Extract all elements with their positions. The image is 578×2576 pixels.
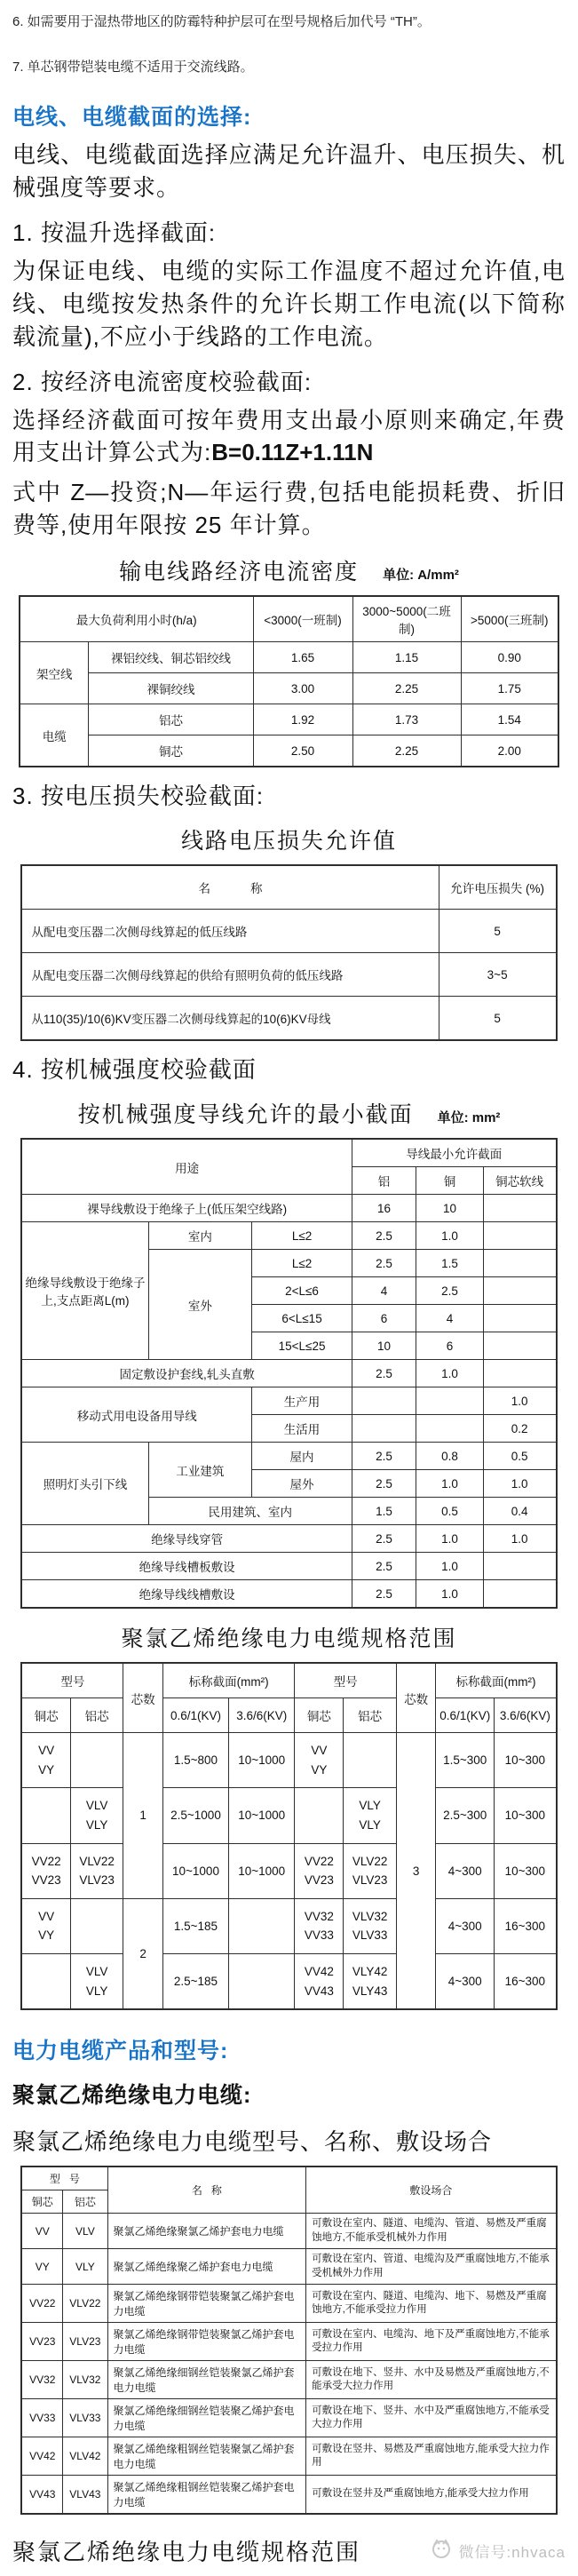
model-line: VV33 [304, 1928, 334, 1943]
header-cell: >5000(三班制) [461, 596, 558, 642]
value-cell: 1.0 [483, 1387, 556, 1415]
table-row [20, 704, 558, 735]
cell-empty [483, 1305, 556, 1332]
model-line: VV22 [31, 1854, 61, 1868]
value-cell: 1.5~185 [162, 1898, 228, 1953]
model-line: VLV22 [79, 1854, 115, 1868]
value-cell: 0.4 [483, 1498, 556, 1525]
cell-empty [352, 1387, 416, 1415]
model-line: VV [38, 1909, 55, 1923]
mechanical-strength-table [20, 1138, 557, 1609]
model-cell [21, 1843, 70, 1898]
model-line: VLV22 [352, 1854, 388, 1868]
value-cell: 10~1000 [229, 1788, 295, 1843]
value-cell: 1.0 [416, 1580, 483, 1609]
row-label-cell: 裸铜绞线 [89, 673, 253, 704]
note-7: 7. 单芯钢带铠装电缆不适用于交流线路。 [12, 60, 254, 75]
cable-name-cell: 聚氯乙烯绝缘细钢丝铠装聚乙烯护套电力电缆 [107, 2399, 306, 2437]
cell-empty [70, 1733, 123, 1788]
model-cell [344, 1953, 396, 2009]
item3-heading: 3. 按电压损失校验截面: [12, 783, 265, 810]
model-line: VLY [359, 1799, 381, 1813]
header-cell: 0.6/1(KV) [162, 1698, 228, 1733]
row-group-cell: 移动式用电设备用导线 [21, 1387, 251, 1443]
condition-cell: 6<L≤15 [252, 1305, 352, 1332]
value-cell: 2.25 [352, 735, 461, 767]
value-cell: 10~300 [495, 1843, 557, 1898]
model-line: VV32 [304, 1909, 334, 1923]
economic-density-table-unit: 单位: A/mm² [383, 568, 459, 584]
section-heading-products: 电力电缆产品和型号: [12, 2039, 229, 2064]
value-cell: 5 [439, 910, 557, 953]
page-footer [12, 2534, 566, 2567]
model-cell [70, 1788, 123, 1843]
value-cell: 1.5~300 [436, 1733, 495, 1788]
model-line: VLY [85, 1984, 108, 1998]
value-cell: 0.5 [483, 1443, 556, 1470]
condition-cell: 屋外 [252, 1470, 352, 1498]
value-cell: 4~300 [436, 1953, 495, 2009]
value-cell: 1.0 [416, 1553, 483, 1580]
cell-empty [483, 1553, 556, 1580]
row-label-cell: 从配电变压器二次侧母线算起的低压线路 [21, 910, 439, 953]
row-group-cell: 照明灯头引下线 [21, 1443, 148, 1525]
model-line: VLV [85, 1964, 108, 1978]
model-cell: VLV43 [63, 2476, 107, 2515]
cell-empty [344, 1733, 396, 1788]
annual-cost-formula: B=0.11Z+1.11N [211, 439, 374, 466]
table-row [20, 673, 558, 704]
laying-place-cell: 可敷设在室内、隧道、电缆沟、地下、易燃及严重腐蚀地方,不能承受拉力作用 [306, 2285, 557, 2323]
value-cell: 1.0 [483, 1470, 556, 1498]
value-cell: 4~300 [436, 1843, 495, 1898]
value-cell: 2.5~1000 [162, 1788, 228, 1843]
header-cell: 芯数 [396, 1663, 436, 1733]
condition-cell: 2<L≤6 [252, 1277, 352, 1305]
header-cell: 铜芯 [21, 2190, 62, 2214]
model-cell: VLV33 [63, 2399, 107, 2437]
cell-empty [416, 1387, 483, 1415]
table-row [21, 2399, 556, 2437]
cable-name-cell: 聚氯乙烯绝缘粗钢丝铠装聚乙烯护套电力电缆 [107, 2476, 306, 2515]
table-row [21, 2323, 556, 2361]
model-cell: VLY [63, 2249, 107, 2285]
item4-heading: 4. 按机械强度校验截面 [12, 1056, 257, 1084]
model-line: VLY43 [352, 1984, 388, 1998]
model-cell [70, 1953, 123, 2009]
model-line: VV23 [31, 1873, 61, 1888]
footer-heading: 聚氯乙烯绝缘电力电缆规格范围 [12, 2539, 361, 2566]
model-line: VV23 [304, 1873, 334, 1888]
model-line: VV [38, 1744, 55, 1758]
condition-cell: 屋内 [252, 1443, 352, 1470]
table-row [21, 1580, 556, 1609]
header-cell: 最大负荷利用小时(h/a) [20, 596, 253, 642]
model-line: VLV23 [352, 1873, 388, 1888]
value-cell: 2.5~185 [162, 1953, 228, 2009]
value-cell: 1.92 [253, 704, 352, 735]
value-cell: 10~300 [495, 1788, 557, 1843]
value-cell: 0.8 [416, 1443, 483, 1470]
cable-name-cell: 聚氯乙烯绝缘粗钢丝铠装聚氯乙烯护套电力电缆 [107, 2437, 306, 2476]
table-row [21, 1733, 556, 1788]
table-row [21, 1898, 556, 1953]
model-cell: VV23 [21, 2323, 62, 2361]
header-cell: 标称截面(mm²) [436, 1663, 557, 1698]
value-cell: 0.90 [461, 642, 558, 673]
value-cell: 10~1000 [162, 1843, 228, 1898]
table-row [21, 2249, 556, 2285]
model-cell: VV22 [21, 2285, 62, 2323]
cable-name-cell: 聚氯乙烯绝缘聚氯乙烯护套电力电缆 [107, 2214, 306, 2249]
table-row [21, 1443, 556, 1470]
value-cell: 2.5 [416, 1277, 483, 1305]
value-cell: 4 [352, 1277, 416, 1305]
model-line: VY [38, 1762, 55, 1777]
header-cell: 允许电压损失 (%) [439, 865, 557, 910]
header-cell: 3.6/6(KV) [495, 1698, 557, 1733]
header-cell: 用途 [21, 1139, 352, 1195]
cell-empty [352, 1415, 416, 1443]
laying-place-cell: 可敷设在地下、竖井、水中及易燃及严重腐蚀地方,不能承受大拉力作用 [306, 2361, 557, 2399]
value-cell: 2.5 [352, 1222, 416, 1250]
section-heading-pvc: 聚氯乙烯绝缘电力电缆: [12, 2083, 252, 2109]
table-row [21, 910, 556, 953]
table-row [21, 953, 556, 997]
header-cell: 3000~5000(二班制) [352, 596, 461, 642]
model-line: VV22 [304, 1854, 334, 1868]
row-label-cell: 固定敷设护套线,轧头直敷 [21, 1360, 352, 1387]
cable-name-cell: 聚氯乙烯绝缘细钢丝铠装聚氯乙烯护套电力电缆 [107, 2361, 306, 2399]
economic-density-table-title [12, 554, 566, 586]
cell-empty [483, 1580, 556, 1609]
model-cell: VLV22 [63, 2285, 107, 2323]
laying-place-cell: 可敷设在室内、管道、电缆沟及严重腐蚀地方,不能承受机械外力作用 [306, 2249, 557, 2285]
watermark [430, 2537, 566, 2564]
header-cell: 铜芯软线 [483, 1167, 556, 1195]
laying-place-cell: 可敷设在竖井及严重腐蚀地方,能承受大拉力作用 [306, 2476, 557, 2515]
row-group-cell: 工业建筑 [148, 1443, 252, 1498]
value-cell: 1.54 [461, 704, 558, 735]
table-row [21, 2476, 556, 2515]
cell-empty [483, 1195, 556, 1222]
value-cell: 10 [416, 1195, 483, 1222]
model-table-title: 聚氯乙烯绝缘电力电缆型号、名称、敷设场合 [12, 2128, 493, 2156]
pvc-spec-table-title: 聚氯乙烯绝缘电力电缆规格范围 [121, 1626, 457, 1652]
condition-cell: L≤2 [252, 1222, 352, 1250]
value-cell: 1.0 [416, 1525, 483, 1553]
model-line: VLV33 [352, 1928, 388, 1943]
row-label-cell: 绝缘导线槽板敷设 [21, 1553, 352, 1580]
cable-name-cell: 聚氯乙烯绝缘钢带铠装聚氯乙烯护套电力电缆 [107, 2285, 306, 2323]
header-cell: 3.6/6(KV) [229, 1698, 295, 1733]
value-cell: 2.25 [352, 673, 461, 704]
row-group-cell: 室外 [148, 1250, 252, 1360]
model-cell: VY [21, 2249, 62, 2285]
value-cell: 6 [416, 1332, 483, 1360]
item2-body-text: 选择经济截面可按年费用支出最小原则来确定,年费用支出计算公式为: [12, 406, 566, 466]
table-row [21, 2214, 556, 2249]
pvc-model-table [20, 2166, 557, 2515]
value-cell: 1.75 [461, 673, 558, 704]
value-cell: 1.5 [352, 1498, 416, 1525]
header-cell: 名 称 [21, 865, 439, 910]
value-cell: 16~300 [495, 1898, 557, 1953]
row-group-cell: 架空线 [20, 642, 89, 704]
model-cell [344, 1843, 396, 1898]
row-label-cell: 室内 [148, 1222, 252, 1250]
model-line: VLV32 [352, 1909, 388, 1923]
item2-body [12, 404, 566, 470]
row-label-cell: 裸导线敷设于绝缘子上(低压架空线路) [21, 1195, 352, 1222]
model-cell [295, 1953, 344, 2009]
table-row [20, 642, 558, 673]
mechanical-strength-table-title [12, 1097, 566, 1129]
model-line: VV42 [304, 1964, 334, 1978]
value-cell: 1.5~800 [162, 1733, 228, 1788]
cable-name-cell: 聚氯乙烯绝缘钢带铠装聚氯乙烯护套电力电缆 [107, 2323, 306, 2361]
cell-empty [21, 1788, 70, 1843]
model-cell: VV32 [21, 2361, 62, 2399]
cell-empty [483, 1360, 556, 1387]
condition-cell: L≤2 [252, 1250, 352, 1277]
value-cell: 1.0 [416, 1222, 483, 1250]
model-cell [295, 1733, 344, 1788]
model-cell [295, 1843, 344, 1898]
row-label-cell: 绝缘导线线槽敷设 [21, 1580, 352, 1609]
value-cell: 10~300 [495, 1733, 557, 1788]
header-cell: 铜 [416, 1167, 483, 1195]
header-cell: 铝芯 [344, 1698, 396, 1733]
cell-empty [229, 1953, 295, 2009]
value-cell: 1.0 [416, 1360, 483, 1387]
model-cell [21, 1733, 70, 1788]
model-line: VLV [85, 1799, 108, 1813]
header-cell: 芯数 [123, 1663, 163, 1733]
item1-heading: 1. 按温升选择截面: [12, 219, 217, 246]
model-cell: VLV23 [63, 2323, 107, 2361]
economic-density-table [19, 595, 559, 767]
laying-place-cell: 可敷设在室内、电缆沟、地下及严重腐蚀地方,不能承受拉力作用 [306, 2323, 557, 2361]
voltage-loss-table [20, 864, 557, 1041]
table-row [21, 1843, 556, 1898]
model-line: VLV23 [79, 1873, 115, 1888]
row-group-cell: 绝缘导线敷设于绝缘子上,支点距离L(m) [21, 1222, 148, 1360]
model-cell: VLV32 [63, 2361, 107, 2399]
value-cell: 2.5 [352, 1360, 416, 1387]
value-cell: 2.5 [352, 1525, 416, 1553]
value-cell: 2.5 [352, 1250, 416, 1277]
header-cell: 导线最小允许截面 [352, 1139, 556, 1167]
item1-body: 为保证电线、电缆的实际工作温度不超过允许值,电线、电缆按发热条件的允许长期工作电流(以下简称载流量),不应小于线路的工作电流。 [12, 257, 566, 350]
value-cell: 4~300 [436, 1898, 495, 1953]
table-row [21, 1387, 556, 1415]
header-cell: 0.6/1(KV) [436, 1698, 495, 1733]
value-cell: 16~300 [495, 1953, 557, 2009]
table-row [21, 2361, 556, 2399]
value-cell: 0.5 [416, 1498, 483, 1525]
mechanical-strength-table-title-text: 按机械强度导线允许的最小截面 [77, 1102, 414, 1128]
header-cell: 铜芯 [21, 1698, 70, 1733]
cell-empty [483, 1250, 556, 1277]
value-cell: 2.5 [352, 1470, 416, 1498]
value-cell: 10~1000 [229, 1843, 295, 1898]
watermark-label: 微信号:nhvaca [458, 2544, 566, 2562]
header-cell: 型号 [295, 1663, 397, 1698]
value-cell: 1.15 [352, 642, 461, 673]
value-cell: 1.0 [416, 1470, 483, 1498]
model-line: VY [38, 1928, 55, 1943]
model-cell [344, 1898, 396, 1953]
cell-empty [295, 1788, 344, 1843]
model-cell: VV33 [21, 2399, 62, 2437]
condition-cell: 15<L≤25 [252, 1332, 352, 1360]
pvc-spec-table [20, 1662, 557, 2010]
header-cell: 敷设场合 [306, 2167, 557, 2214]
value-cell: 2.5 [352, 1553, 416, 1580]
intro-paragraph: 电线、电缆截面选择应满足允许温升、电压损失、机械强度等要求。 [12, 141, 566, 201]
laying-place-cell: 可敷设在室内、隧道、电缆沟、管道、易燃及严重腐蚀地方,不能承受机械外力作用 [306, 2214, 557, 2249]
header-cell: 铜芯 [295, 1698, 344, 1733]
table-row [21, 1525, 556, 1553]
value-cell: 2.5 [352, 1443, 416, 1470]
value-cell: 3~5 [439, 953, 557, 997]
table-row [21, 2285, 556, 2323]
value-cell: 4 [416, 1305, 483, 1332]
row-label-cell: 从110(35)/10(6)KV变压器二次侧母线算起的10(6)KV母线 [21, 997, 439, 1041]
value-cell: 1.73 [352, 704, 461, 735]
condition-cell: 生产用 [252, 1387, 352, 1415]
table-row [21, 2437, 556, 2476]
condition-cell: 生活用 [252, 1415, 352, 1443]
model-cell: VV [21, 2214, 62, 2249]
header-cell: 型号 [21, 1663, 123, 1698]
cable-name-cell: 聚氯乙烯绝缘聚乙烯护套电力电缆 [107, 2249, 306, 2285]
table-row [21, 1953, 556, 2009]
model-line: VY [311, 1762, 328, 1777]
value-cell: 1.0 [483, 1525, 556, 1553]
cores-cell: 3 [396, 1733, 436, 2009]
model-cell: VV42 [21, 2437, 62, 2476]
laying-place-cell: 可敷设在地下、竖井、水中及严重腐蚀地方,不能承受大拉力作用 [306, 2399, 557, 2437]
row-label-cell: 铜芯 [89, 735, 253, 767]
value-cell: 10 [352, 1332, 416, 1360]
note-6: 6. 如需要用于湿热带地区的防霉特种护层可在型号规格后加代号 “TH”。 [12, 14, 431, 29]
model-line: VV43 [304, 1984, 334, 1998]
table-row [21, 1788, 556, 1843]
cell-empty [229, 1898, 295, 1953]
header-cell: <3000(一班制) [253, 596, 352, 642]
item2-heading: 2. 按经济电流密度校验截面: [12, 368, 313, 395]
model-line: VLY42 [352, 1964, 388, 1978]
value-cell: 1.5 [416, 1250, 483, 1277]
value-cell: 2.5 [352, 1580, 416, 1609]
value-cell: 10~1000 [229, 1733, 295, 1788]
cell-empty [21, 1953, 70, 2009]
row-group-cell: 电缆 [20, 704, 89, 767]
table-row [20, 735, 558, 767]
model-cell [70, 1843, 123, 1898]
model-cell: VLV42 [63, 2437, 107, 2476]
model-line: VLY [359, 1817, 381, 1832]
model-cell [344, 1788, 396, 1843]
value-cell: 2.00 [461, 735, 558, 767]
value-cell: 5 [439, 997, 557, 1041]
row-label-cell: 从配电变压器二次侧母线算起的供给有照明负荷的低压线路 [21, 953, 439, 997]
header-cell: 铝 [352, 1167, 416, 1195]
header-cell: 标称截面(mm²) [162, 1663, 294, 1698]
header-cell: 铝芯 [70, 1698, 123, 1733]
brand-logo-icon [430, 2537, 453, 2564]
cell-empty [416, 1415, 483, 1443]
model-cell: VV43 [21, 2476, 62, 2515]
cell-empty [483, 1277, 556, 1305]
table-row [21, 1360, 556, 1387]
row-label-cell: 绝缘导线穿管 [21, 1525, 352, 1553]
value-cell: 16 [352, 1195, 416, 1222]
model-line: VLY [85, 1817, 108, 1832]
header-cell: 型 号 [21, 2167, 107, 2190]
cell-empty [483, 1222, 556, 1250]
value-cell: 1.65 [253, 642, 352, 673]
model-line: VV [311, 1744, 328, 1758]
value-cell: 0.2 [483, 1415, 556, 1443]
model-cell [295, 1898, 344, 1953]
row-label-cell: 民用建筑、室内 [148, 1498, 352, 1525]
cell-empty [70, 1898, 123, 1953]
cell-empty [483, 1332, 556, 1360]
row-label-cell: 裸铝绞线、铜芯铝绞线 [89, 642, 253, 673]
model-cell: VLV [63, 2214, 107, 2249]
row-label-cell: 铝芯 [89, 704, 253, 735]
table-row [21, 997, 556, 1041]
value-cell: 2.50 [253, 735, 352, 767]
section-heading-selection: 电线、电缆截面的选择: [12, 105, 252, 130]
laying-place-cell: 可敷设在竖井、易燃及严重腐蚀地方,能承受大拉力作用 [306, 2437, 557, 2476]
header-cell: 铝芯 [63, 2190, 107, 2214]
table-row [21, 1553, 556, 1580]
value-cell: 3.00 [253, 673, 352, 704]
mechanical-strength-table-unit: 单位: mm² [437, 1110, 501, 1126]
item2-note: 式中 Z—投资;N—年运行费,包括电能损耗费、折旧费等,使用年限按 25 年计算。 [12, 479, 566, 539]
cores-cell: 2 [123, 1898, 163, 2009]
header-cell: 名 称 [107, 2167, 306, 2214]
table-row [21, 1222, 556, 1250]
voltage-loss-table-title: 线路电压损失允许值 [180, 829, 397, 855]
cores-cell: 1 [123, 1733, 163, 1899]
value-cell: 6 [352, 1305, 416, 1332]
table-row [21, 1195, 556, 1222]
value-cell: 2.5~300 [436, 1788, 495, 1843]
economic-density-table-title-text: 输电线路经济电流密度 [119, 560, 360, 585]
model-cell [21, 1898, 70, 1953]
